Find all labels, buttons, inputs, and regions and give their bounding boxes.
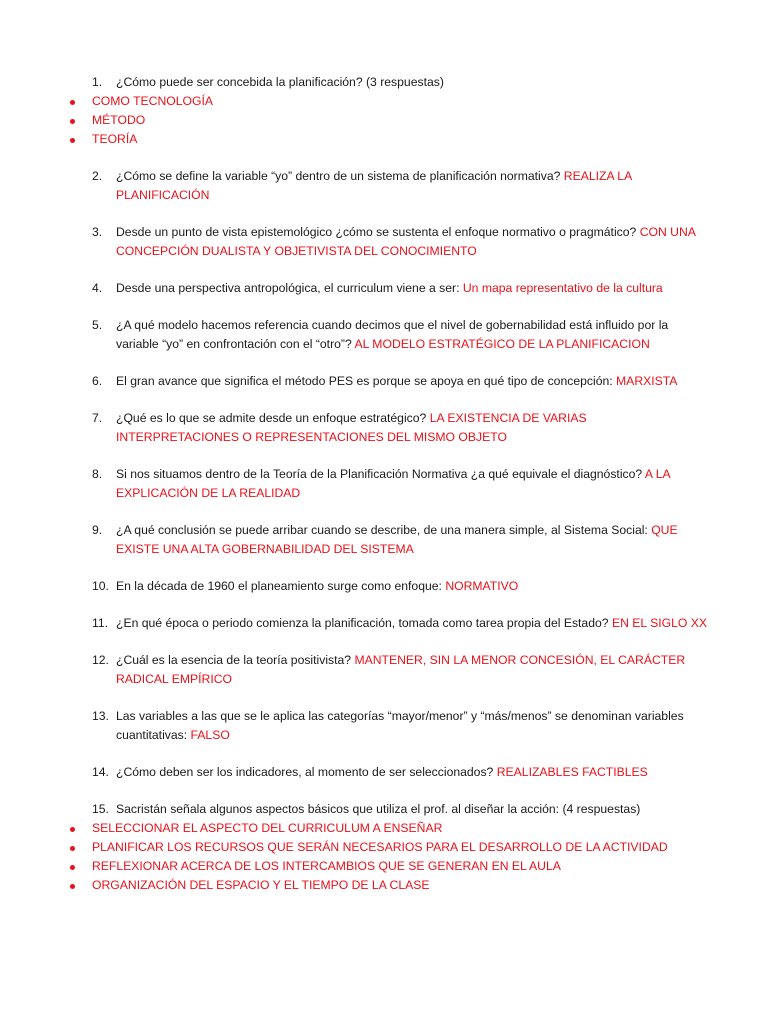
answer-text: REALIZA LA PLANIFICACIÓN (116, 169, 632, 202)
question-number: 2. (92, 169, 103, 183)
question-number: 11. (92, 616, 109, 630)
answer-text: FALSO (190, 728, 230, 742)
question-number: 5. (92, 318, 103, 332)
answer-text: LA EXISTENCIA DE VARIAS INTERPRETACIONES O REPRESENTACIONES DEL MISMO OBJETO (116, 411, 587, 444)
question-text: El gran avance que significa el método PES es porque se apoya en qué tipo de concepción: (116, 374, 613, 388)
answer-text: Un mapa representativo de la cultura (462, 281, 663, 295)
question-number: 12. (92, 653, 109, 667)
answer-bullet: COMO TECNOLOGÍA (68, 92, 712, 111)
answer-bullet: REFLEXIONAR ACERCA DE LOS INTERCAMBIOS QUE SE GENERAN EN EL AULA (68, 857, 712, 876)
question-text: ¿Qué es lo que se admite desde un enfoque estratégico? (116, 411, 427, 425)
answer-bullet: MÉTODO (68, 111, 712, 130)
answer-bullet: TEORÍA (68, 130, 712, 149)
question-number: 9. (92, 523, 103, 537)
question-item (92, 651, 712, 689)
answer-bullets (68, 92, 712, 149)
question-text: En la década de 1960 el planeamiento surge como enfoque: (116, 579, 442, 593)
question-text: ¿A qué conclusión se puede arribar cuando se describe, de una manera simple, al Sistema Social: (116, 523, 648, 537)
answer-text: CON UNA CONCEPCIÓN DUALISTA Y OBJETIVISTA DEL CONOCIMIENTO (116, 225, 696, 258)
question-number: 4. (92, 281, 103, 295)
answer-text: REALIZABLES FACTIBLES (496, 765, 648, 779)
question-number: 1. (92, 75, 103, 89)
question-text: ¿Cómo se define la variable “yo” dentro de un sistema de planificación normativa? (116, 169, 561, 183)
question-number: 7. (92, 411, 103, 425)
question-item (92, 279, 712, 298)
question-item (92, 763, 712, 782)
answer-bullet: SELECCIONAR EL ASPECTO DEL CURRICULUM A ENSEÑAR (68, 819, 712, 838)
question-text: ¿Cómo deben ser los indicadores, al momento de ser seleccionados? (116, 765, 494, 779)
question-number: 15. (92, 802, 109, 816)
question-text: Si nos situamos dentro de la Teoría de la Planificación Normativa ¿a qué equivale el diagnóstico? (116, 467, 643, 481)
question-item (92, 465, 712, 503)
question-item (92, 707, 712, 745)
question-item (92, 521, 712, 559)
question-text: Desde una perspectiva antropológica, el curriculum viene a ser: (116, 281, 460, 295)
question-number: 13. (92, 709, 109, 723)
question-text: Desde un punto de vista epistemológico ¿cómo se sustenta el enfoque normativo o pragmático? (116, 225, 637, 239)
question-text: ¿Cómo puede ser concebida la planificación? (3 respuestas) (116, 75, 444, 89)
question-item (92, 316, 712, 354)
question-item (92, 372, 712, 391)
answer-text: EN EL SIGLO XX (611, 616, 707, 630)
question-number: 3. (92, 225, 103, 239)
answer-bullet: ORGANIZACIÓN DEL ESPACIO Y EL TIEMPO DE LA CLASE (68, 876, 712, 895)
answer-text: MANTENER, SIN LA MENOR CONCESIÓN, EL CARÁCTER RADICAL EMPÍRICO (116, 653, 686, 686)
answer-text: A LA EXPLICACIÓN DE LA REALIDAD (116, 467, 670, 500)
question-item (92, 800, 712, 895)
answer-bullet: PLANIFICAR LOS RECURSOS QUE SERÁN NECESARIOS PARA EL DESARROLLO DE LA ACTIVIDAD (68, 838, 712, 857)
question-number: 14. (92, 765, 109, 779)
question-item (92, 577, 712, 596)
question-text: ¿A qué modelo hacemos referencia cuando decimos que el nivel de gobernabilidad está influido por la variable “yo” en confrontación con el “otro”? (116, 318, 669, 351)
question-number: 8. (92, 467, 103, 481)
question-item (92, 73, 712, 149)
question-text: ¿Cuál es la esencia de la teoría positivista? (116, 653, 352, 667)
question-item (92, 614, 712, 633)
question-list (92, 73, 712, 913)
question-number: 6. (92, 374, 103, 388)
answer-text: MARXISTA (616, 374, 678, 388)
question-item (92, 223, 712, 261)
answer-text: AL MODELO ESTRATÉGICO DE LA PLANIFICACION (354, 337, 650, 351)
answer-bullets (68, 819, 712, 895)
question-item (92, 409, 712, 447)
question-text: Las variables a las que se le aplica las categorías “mayor/menor” y “más/menos” se denominan variables cuantitativas: (116, 709, 684, 742)
answer-text: QUE EXISTE UNA ALTA GOBERNABILIDAD DEL SISTEMA (116, 523, 678, 556)
question-text: ¿En qué época o periodo comienza la planificación, tomada como tarea propia del Estado? (116, 616, 609, 630)
question-text: Sacristán señala algunos aspectos básicos que utiliza el prof. al diseñar la acción: (4 respuestas) (116, 802, 641, 816)
question-number: 10. (92, 579, 109, 593)
answer-text: NORMATIVO (445, 579, 519, 593)
question-item (92, 167, 712, 205)
